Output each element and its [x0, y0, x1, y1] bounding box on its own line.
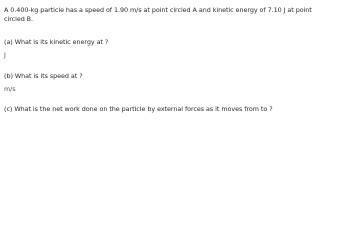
- part-b-question: (b) What is its speed at ?: [4, 72, 83, 80]
- problem-statement-line-1: A 0.400-kg particle has a speed of 1.90 m/s at point circled A and kinetic energy of 7.10 J at point: [4, 6, 312, 14]
- part-c-question: (c) What is the net work done on the particle by external forces as it moves from to ?: [4, 105, 273, 113]
- problem-statement-line-2: circled B.: [4, 14, 34, 23]
- part-b-unit-label: m/s: [4, 85, 16, 93]
- problem-statement: [4, 6, 344, 23]
- part-a-question: (a) What is its kinetic energy at ?: [4, 38, 109, 46]
- part-a-unit-label: J: [4, 51, 6, 59]
